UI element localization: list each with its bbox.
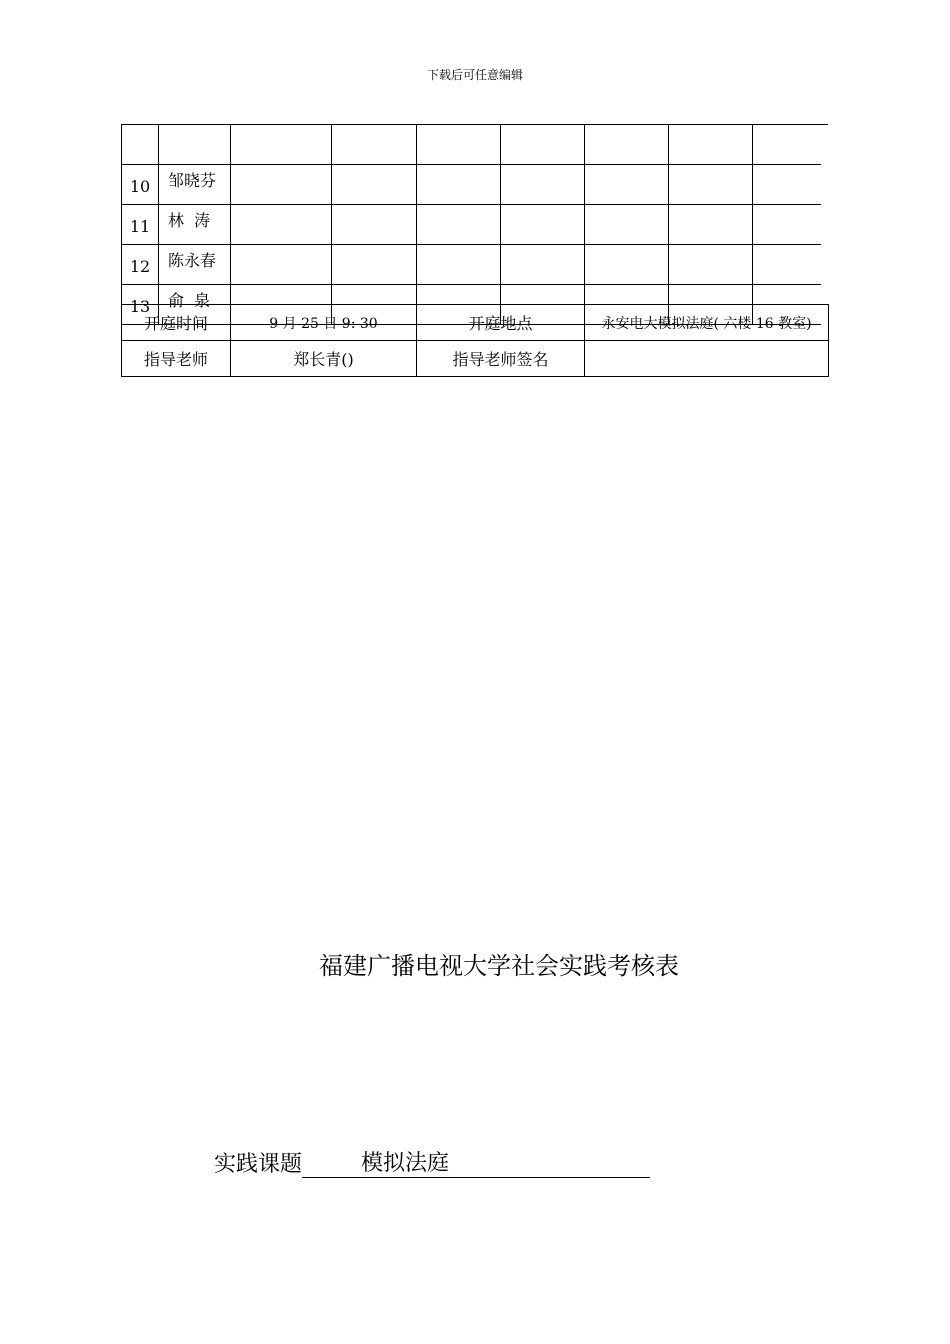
row-number: 10 bbox=[122, 165, 159, 205]
table-row bbox=[122, 125, 821, 165]
advisor-sign-label: 指导老师签名 bbox=[417, 341, 585, 377]
table-row bbox=[122, 205, 821, 245]
session-place-label: 开庭地点 bbox=[417, 305, 585, 341]
row-number: 11 bbox=[122, 205, 159, 245]
table-row bbox=[122, 305, 829, 341]
student-name: 林 涛 bbox=[159, 205, 231, 245]
student-name: 俞 泉 bbox=[159, 285, 231, 325]
session-place-value: 永安电大模拟法庭( 六楼 16 教室) bbox=[585, 305, 829, 341]
topic-label: 实践课题 bbox=[214, 1152, 303, 1177]
advisor-label: 指导老师 bbox=[122, 341, 231, 377]
row-number: 13 bbox=[122, 285, 159, 325]
student-name bbox=[159, 125, 231, 165]
table-row bbox=[122, 245, 821, 285]
header-note: 下载后可任意编辑 bbox=[426, 68, 523, 82]
session-time-label: 开庭时间 bbox=[122, 305, 231, 341]
topic-row bbox=[214, 1147, 650, 1178]
session-time-value: 9 月 25 日 9: 30 bbox=[231, 305, 417, 341]
row-number bbox=[122, 125, 159, 165]
advisor-value: 郑长青() bbox=[231, 341, 417, 377]
session-info-table bbox=[121, 304, 829, 377]
form-title: 福建广播电视大学社会实践考核表 bbox=[319, 952, 679, 980]
topic-value: 模拟法庭 bbox=[302, 1150, 650, 1178]
row-number: 12 bbox=[122, 245, 159, 285]
student-name: 陈永春 bbox=[159, 245, 231, 285]
advisor-sign-field bbox=[585, 341, 829, 377]
table-row bbox=[122, 341, 829, 377]
table-corner-mark bbox=[819, 124, 828, 125]
table-row bbox=[122, 165, 821, 205]
roster-table bbox=[121, 124, 821, 325]
student-name: 邹晓芬 bbox=[159, 165, 231, 205]
